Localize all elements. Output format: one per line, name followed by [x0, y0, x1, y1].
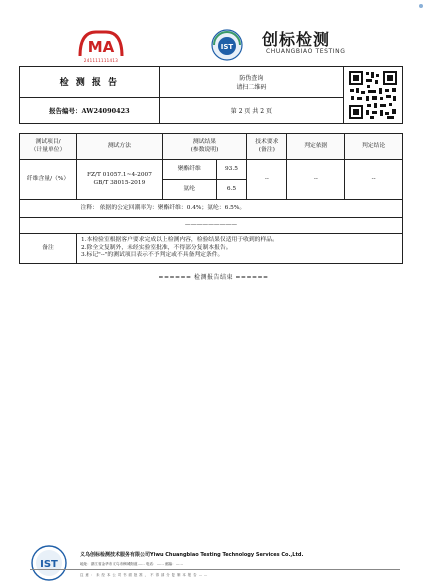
report-header-table [19, 66, 403, 124]
remark-line: 1.本检验室根据客户要求完成以上检测内容，检验结果仅适用于收到的样品。 [81, 236, 278, 243]
brand-name-cn: 创标检测 [262, 30, 331, 49]
col-item-header [20, 134, 77, 160]
footer-notice: 注意：未经本公司书面批准，不得部分复制本报告…… [80, 573, 210, 577]
col-item-line1: 测试项目/ [35, 138, 61, 145]
results-table [19, 133, 403, 264]
remarks-cell [77, 234, 403, 264]
method-line1: FZ/T 01057.1~4-2007 [86, 171, 152, 178]
note-text: 注释： 依据的公定回潮率为：聚酯纤维：0.4%；氨纶：6.5%。 [77, 200, 403, 218]
requirement-cell: -- [247, 160, 287, 200]
anti-fake-line1: 防伪查询 [239, 74, 264, 82]
qr-cell [344, 67, 403, 124]
anti-fake-line2: 请扫二维码 [236, 83, 267, 91]
remark-line: 2.除全文复制外，未经实验室批准，不得部分复制本报告。 [81, 244, 232, 251]
col-result-header [162, 134, 246, 160]
note-row [20, 200, 403, 218]
remarks-row [20, 234, 403, 264]
col-item-line2: （计量单位） [30, 146, 66, 153]
corner-marker [419, 4, 423, 8]
method-line2: GB/T 38015-2019 [93, 179, 146, 186]
result-name-cell: 氨纶 [162, 180, 216, 200]
col-result-line2: (参数说明) [190, 146, 219, 153]
col-req-line2: (备注) [258, 146, 275, 153]
conclusion-cell: -- [345, 160, 403, 200]
footer-address: 地址：浙江省金华市义乌市稠城街道…… 电话：…… 邮编：…… [80, 562, 183, 566]
cma-logo-icon [74, 28, 128, 62]
footer-divider [30, 569, 400, 570]
basis-cell: -- [287, 160, 345, 200]
col-result-line1: 测试结果 [192, 138, 217, 145]
col-req-line1: 技术要求 [255, 138, 279, 145]
method-cell [77, 160, 163, 200]
table-header-row [20, 134, 403, 160]
remark-line: 3.标记"--"的测试项目表示不予判定或不具备判定条件。 [81, 252, 224, 259]
footer-ist-logo-icon [30, 544, 68, 582]
ist-logo-text: IST [220, 43, 234, 51]
footer-company: 义乌创标检测技术服务有限公司Yiwu Chuangbiao Testing Technology Services Co.,Ltd. [80, 552, 304, 558]
report-number: 报告编号：AW24090423 [20, 97, 160, 123]
divider-mark: ————————— [20, 218, 403, 234]
result-name-cell: 聚酯纤维 [162, 160, 216, 180]
footer-logo-text: IST [40, 559, 58, 570]
col-req-header [247, 134, 287, 160]
remarks-label: 备注 [20, 234, 77, 264]
page-info: 第 2 页 共 2 页 [159, 97, 343, 123]
result-value-cell: 93.5 [216, 160, 247, 180]
report-title: 检 测 报 告 [20, 67, 160, 98]
ma-mark: MA [87, 38, 115, 56]
result-value-cell: 6.5 [216, 180, 247, 200]
table-row [20, 160, 403, 180]
col-conclusion-header: 判定结论 [345, 134, 403, 160]
qr-code-icon[interactable] [347, 69, 399, 121]
brand-name-en: CHUANGBIAO TESTING [266, 48, 346, 55]
divider-row [20, 218, 403, 234]
col-method-header: 测试方法 [77, 134, 163, 160]
report-end-line: ====== 检测报告结束 ====== [158, 274, 269, 281]
ist-logo-icon [210, 28, 244, 62]
anti-fake-cell [159, 67, 343, 98]
item-cell: 纤维含量/（%） [20, 160, 77, 200]
ma-code: 241111111413 [83, 58, 119, 63]
col-basis-header: 判定依据 [287, 134, 345, 160]
